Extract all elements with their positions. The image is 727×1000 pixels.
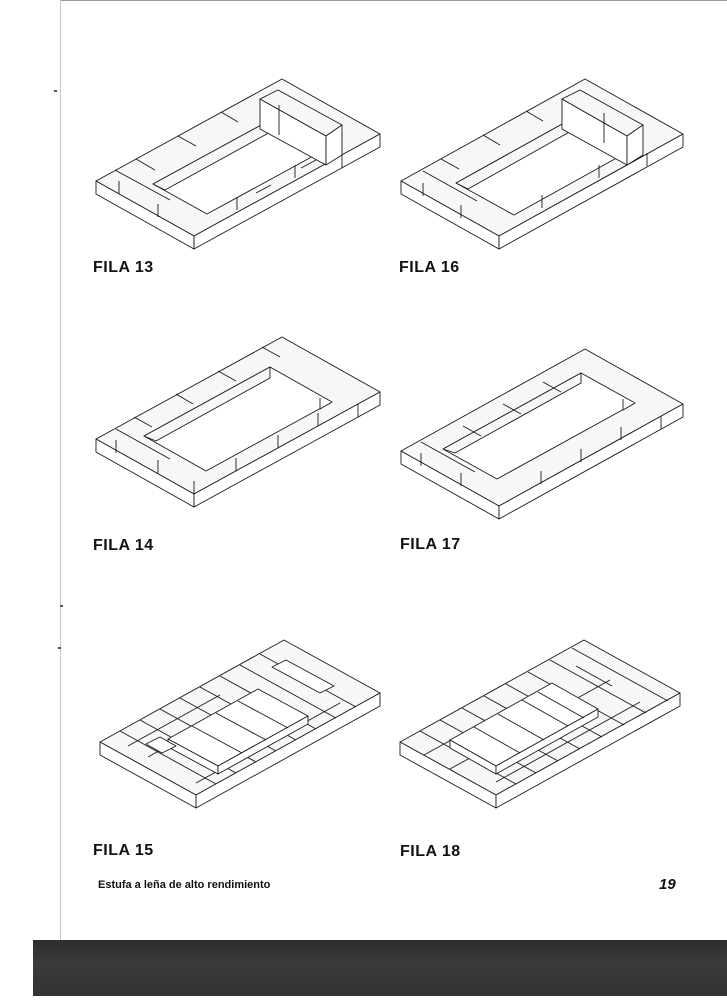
brick-course-diagram-fila-13 [96, 75, 386, 255]
brick-course-diagram-fila-15 [100, 636, 390, 816]
page-left-edge [60, 0, 61, 940]
figure-label-fila-16: FILA 16 [399, 259, 460, 276]
brick-course-diagram-fila-14 [96, 333, 386, 513]
scan-mark [60, 605, 63, 607]
brick-course-diagram-fila-16 [399, 75, 689, 255]
brick-course-diagram-fila-18 [400, 636, 690, 816]
scan-mark [54, 90, 57, 92]
figure-label-fila-14: FILA 14 [93, 537, 154, 554]
footer-book-title: Estufa a leña de alto rendimiento [98, 879, 271, 891]
figure-label-fila-13: FILA 13 [93, 259, 154, 276]
figure-label-fila-18: FILA 18 [400, 843, 461, 860]
brick-course-diagram-fila-17 [399, 345, 689, 525]
top-rule [60, 0, 727, 1]
footer-dark-band [33, 940, 727, 996]
footer-band-edge [33, 996, 727, 1000]
figure-label-fila-15: FILA 15 [93, 842, 154, 859]
page-number: 19 [659, 876, 676, 893]
scan-mark [58, 647, 61, 649]
figure-label-fila-17: FILA 17 [400, 536, 461, 553]
